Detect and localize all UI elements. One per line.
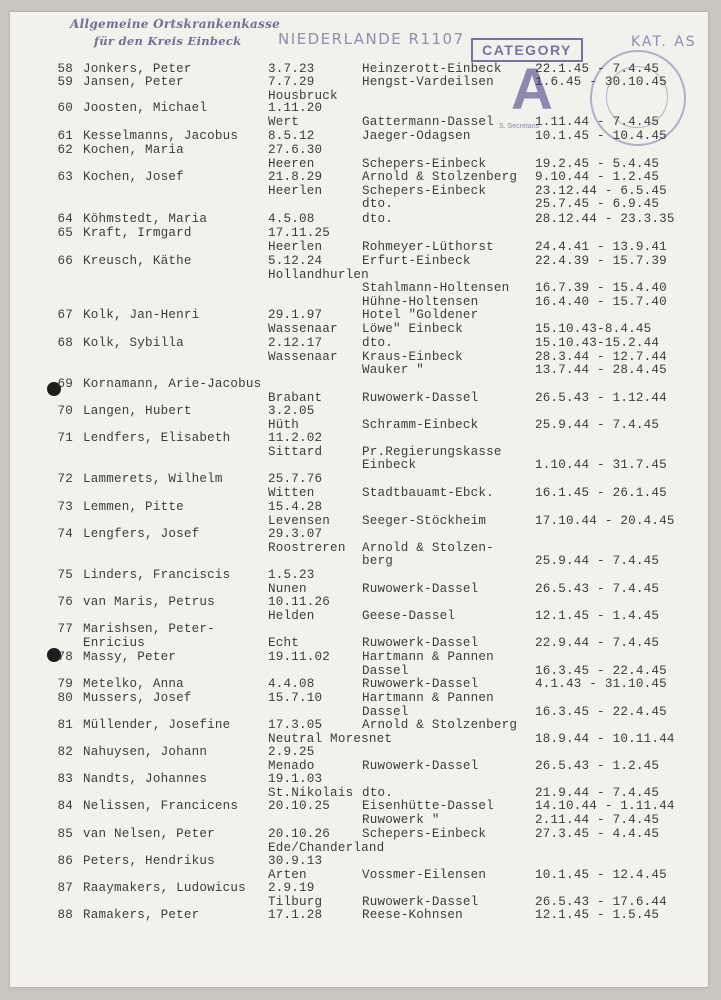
- employment-period: 27.3.45 - 4.4.45: [535, 827, 660, 841]
- birth-date-place: 2.9.25: [268, 745, 315, 759]
- employer: dto.: [362, 785, 394, 800]
- employment-period: 17.10.44 - 20.4.45: [535, 513, 675, 528]
- employment-period: 12.1.45 - 1.5.45: [535, 908, 660, 922]
- employment-period: 1.10.44 - 31.7.45: [535, 458, 667, 473]
- employment-period: 4.1.43 - 31.10.45: [535, 677, 667, 691]
- person-name: Kochen, Josef: [83, 170, 184, 184]
- person-name: Jansen, Peter: [83, 75, 184, 89]
- entry-number: 82: [57, 745, 73, 759]
- list-item-continuation: [10, 418, 708, 432]
- list-item: [10, 595, 708, 609]
- category-letter: A: [511, 57, 553, 122]
- list-item-continuation: [10, 636, 708, 650]
- employer: Ruwowerk-Dassel: [362, 677, 479, 691]
- employment-period: 10.1.45 - 12.4.45: [535, 867, 667, 882]
- employment-period: 26.5.43 - 1.12.44: [535, 390, 667, 405]
- person-name: Kraft, Irmgard: [83, 226, 192, 240]
- entry-number: 87: [57, 881, 73, 895]
- list-item: [10, 622, 708, 636]
- employment-period: 22.9.44 - 7.4.45: [535, 635, 660, 650]
- person-name: Enricius: [83, 635, 146, 650]
- birth-date-place: Wassenaar: [268, 321, 338, 336]
- list-item-continuation: [10, 841, 708, 855]
- stamp-line-2: für den Kreis Einbeck: [94, 34, 242, 48]
- employer: Dassel: [362, 663, 409, 678]
- birth-date-place: 30.9.13: [268, 854, 323, 868]
- employer: Kraus-Einbeck: [362, 349, 463, 364]
- entry-number: 79: [57, 677, 73, 691]
- employer: Hartmann & Pannen: [362, 650, 494, 664]
- employment-period: 14.10.44 - 1.11.44: [535, 799, 675, 813]
- birth-date-place: Nunen: [268, 581, 307, 596]
- list-item-continuation: [10, 268, 708, 282]
- employment-period: 16.1.45 - 26.1.45: [535, 485, 667, 500]
- list-item: [10, 677, 708, 691]
- person-name: Kreusch, Käthe: [83, 254, 192, 268]
- employer: Schramm-Einbeck: [362, 417, 479, 432]
- birth-date-place: 1.11.20: [268, 101, 323, 115]
- entry-number: 64: [57, 212, 73, 226]
- entry-number: 59: [57, 75, 73, 89]
- list-item: [10, 827, 708, 841]
- list-item: [10, 527, 708, 541]
- employment-period: 10.1.45 - 10.4.45: [535, 129, 667, 143]
- employer: Gattermann-Dassel: [362, 114, 494, 129]
- employer: Ruwowerk-Dassel: [362, 758, 479, 773]
- employment-period: 25.7.45 - 6.9.45: [535, 197, 660, 212]
- list-item: [10, 212, 708, 226]
- employer: Hartmann & Pannen: [362, 691, 494, 705]
- category-label: CATEGORY: [471, 38, 583, 62]
- list-item-continuation: [10, 813, 708, 827]
- birth-date-place: Menado: [268, 758, 315, 773]
- list-item-continuation: [10, 554, 708, 568]
- entry-number: 84: [57, 799, 73, 813]
- birth-date-place: 2.9.19: [268, 881, 315, 895]
- employer: Dassel: [362, 704, 409, 719]
- person-name: Kolk, Sybilla: [83, 336, 184, 350]
- entry-number: 62: [57, 143, 73, 157]
- list-item: [10, 908, 708, 922]
- employment-period: 12.1.45 - 1.4.45: [535, 608, 660, 623]
- employer: Heinzerott-Einbeck: [362, 62, 502, 76]
- list-item-continuation: [10, 895, 708, 909]
- entry-number: 80: [57, 691, 73, 705]
- employer: Hotel "Goldener: [362, 308, 479, 322]
- birth-date-place: Heeren: [268, 156, 315, 171]
- insurance-stamp: [70, 17, 281, 48]
- employer: Arnold & Stolzenberg: [362, 718, 518, 732]
- birth-date-place: Hüth: [268, 417, 300, 432]
- employment-period: 28.12.44 - 23.3.35: [535, 212, 675, 226]
- birth-date-place: 27.6.30: [268, 143, 323, 157]
- list-item-continuation: [10, 115, 708, 129]
- employer: Hengst-Vardeilsen: [362, 75, 494, 89]
- birth-date-place: 19.11.02: [268, 650, 331, 664]
- employer: Schepers-Einbeck: [362, 156, 487, 171]
- person-name: Lammerets, Wilhelm: [83, 472, 223, 486]
- birth-date-place: 11.2.02: [268, 431, 323, 445]
- birth-date-place: 7.7.29: [268, 75, 315, 89]
- birth-date-place: 5.12.24: [268, 254, 323, 268]
- birth-date-place: Ede/Chanderland: [268, 840, 385, 855]
- person-name: Linders, Franciscis: [83, 568, 231, 582]
- person-name: Kochen, Maria: [83, 143, 184, 157]
- employer: Arnold & Stolzen-: [362, 540, 494, 555]
- employment-period: 26.5.43 - 17.6.44: [535, 894, 667, 909]
- list-item: [10, 799, 708, 813]
- employment-period: 22.4.39 - 15.7.39: [535, 254, 667, 268]
- person-name: Lemmen, Pitte: [83, 500, 184, 514]
- employment-period: 16.7.39 - 15.4.40: [535, 281, 667, 296]
- employer: dto.: [362, 336, 394, 350]
- person-name: Müllender, Josefine: [83, 718, 231, 732]
- birth-date-place: Tilburg: [268, 894, 323, 909]
- birth-date-place: 15.4.28: [268, 500, 323, 514]
- birth-date-place: 4.5.08: [268, 212, 315, 226]
- list-item-continuation: [10, 391, 708, 405]
- employer: Ruwowerk-Dassel: [362, 390, 479, 405]
- list-item-continuation: [10, 732, 708, 746]
- birth-date-place: 3.7.23: [268, 62, 315, 76]
- entry-number: 67: [57, 308, 73, 322]
- person-name: Kornamann, Arie-Jacobus: [83, 377, 262, 391]
- birth-date-place: Heerlen: [268, 183, 323, 198]
- person-name: Marishsen, Peter-: [83, 622, 215, 636]
- person-name: van Nelsen, Peter: [83, 827, 215, 841]
- person-name: Langen, Hubert: [83, 404, 192, 418]
- list-item-continuation: [10, 322, 708, 336]
- birth-date-place: 3.2.05: [268, 404, 315, 418]
- birth-date-place: 21.8.29: [268, 170, 323, 184]
- list-item-continuation: [10, 486, 708, 500]
- list-item-continuation: [10, 868, 708, 882]
- employer: Vossmer-Eilensen: [362, 867, 487, 882]
- entry-number: 68: [57, 336, 73, 350]
- category-sub: S. Secretaris: [499, 123, 540, 130]
- entry-number: 65: [57, 226, 73, 240]
- list-item: [10, 718, 708, 732]
- employment-period: 21.9.44 - 7.4.45: [535, 785, 660, 800]
- person-name: Massy, Peter: [83, 650, 177, 664]
- employment-period: 18.9.44 - 10.11.44: [535, 731, 675, 746]
- list-item: [10, 226, 708, 240]
- employment-period: 9.10.44 - 1.2.45: [535, 170, 660, 184]
- birth-date-place: 29.1.97: [268, 308, 323, 322]
- list-item-continuation: [10, 786, 708, 800]
- list-item: [10, 500, 708, 514]
- list-item: [10, 143, 708, 157]
- entry-number: 81: [57, 718, 73, 732]
- employment-period: 13.7.44 - 28.4.45: [535, 363, 667, 378]
- list-item: [10, 472, 708, 486]
- list-item-continuation: [10, 458, 708, 472]
- birth-date-place: Levensen: [268, 513, 331, 528]
- list-item: [10, 854, 708, 868]
- list-item: [10, 254, 708, 268]
- entry-number: 72: [57, 472, 73, 486]
- birth-date-place: 20.10.25: [268, 799, 331, 813]
- list-item: [10, 745, 708, 759]
- employer: Löwe" Einbeck: [362, 321, 463, 336]
- entry-number: 78: [57, 650, 73, 664]
- person-name: Lengfers, Josef: [83, 527, 200, 541]
- entry-number: 70: [57, 404, 73, 418]
- list-item: [10, 129, 708, 143]
- list-item-continuation: [10, 445, 708, 459]
- employer: berg: [362, 554, 394, 569]
- employer: Ruwowerk ": [362, 812, 440, 827]
- person-name: Ramakers, Peter: [83, 908, 200, 922]
- employer: Ruwowerk-Dassel: [362, 635, 479, 650]
- person-name: Köhmstedt, Maria: [83, 212, 208, 226]
- birth-date-place: Neutral Moresnet: [268, 731, 393, 746]
- person-name: Raaymakers, Ludowicus: [83, 881, 246, 895]
- pencil-kat: KAT. AS: [631, 34, 697, 50]
- birth-date-place: 15.7.10: [268, 691, 323, 705]
- list-item: [10, 377, 708, 391]
- list-item: [10, 75, 708, 89]
- employment-period: 23.12.44 - 6.5.45: [535, 183, 667, 198]
- entry-number: 63: [57, 170, 73, 184]
- employer: Pr.Regierungskasse: [362, 444, 502, 459]
- entry-number: 76: [57, 595, 73, 609]
- employment-period: 26.5.43 - 1.2.45: [535, 758, 660, 773]
- employment-period: 15.10.43-8.4.45: [535, 321, 652, 336]
- birth-date-place: Sittard: [268, 444, 323, 459]
- person-name: Nandts, Johannes: [83, 772, 208, 786]
- entry-number: 83: [57, 772, 73, 786]
- birth-date-place: 17.11.25: [268, 226, 331, 240]
- person-name: Joosten, Michael: [83, 101, 208, 115]
- birth-date-place: 8.5.12: [268, 129, 315, 143]
- list-item: [10, 568, 708, 582]
- employment-period: 28.3.44 - 12.7.44: [535, 349, 667, 364]
- employer: Stadtbauamt-Ebck.: [362, 485, 494, 500]
- document-page: [10, 12, 708, 987]
- list-item: [10, 101, 708, 115]
- person-name: Jonkers, Peter: [83, 62, 192, 76]
- list-item-continuation: [10, 350, 708, 364]
- pencil-note: NIEDERLANDE R1107: [278, 30, 465, 48]
- entry-number: 73: [57, 500, 73, 514]
- entry-number: 77: [57, 622, 73, 636]
- birth-date-place: Witten: [268, 485, 315, 500]
- birth-date-place: 20.10.26: [268, 827, 331, 841]
- list-item-continuation: [10, 759, 708, 773]
- employer: dto.: [362, 197, 394, 212]
- birth-date-place: Wert: [268, 114, 300, 129]
- list-item-continuation: [10, 541, 708, 555]
- list-item: [10, 772, 708, 786]
- list-item: [10, 404, 708, 418]
- employer: Arnold & Stolzenberg: [362, 170, 518, 184]
- entry-number: 66: [57, 254, 73, 268]
- list-item: [10, 336, 708, 350]
- list-item: [10, 170, 708, 184]
- list-item: [10, 62, 708, 76]
- list-item-continuation: [10, 184, 708, 198]
- birth-date-place: Heerlen: [268, 239, 323, 254]
- birth-date-place: Wassenaar: [268, 349, 338, 364]
- birth-date-place: 17.1.28: [268, 908, 323, 922]
- birth-date-place: 1.5.23: [268, 568, 315, 582]
- employer: Eisenhütte-Dassel: [362, 799, 494, 813]
- employment-period: 25.9.44 - 7.4.45: [535, 417, 660, 432]
- employer: Ruwowerk-Dassel: [362, 581, 479, 596]
- employer: Stahlmann-Holtensen: [362, 281, 510, 296]
- list-item: [10, 881, 708, 895]
- person-name: Kesselmanns, Jacobus: [83, 129, 239, 143]
- entry-number: 58: [57, 62, 73, 76]
- entry-number: 69: [57, 377, 73, 391]
- employment-period: 24.4.41 - 13.9.41: [535, 239, 667, 254]
- person-name: Lendfers, Elisabeth: [83, 431, 231, 445]
- birth-date-place: 4.4.08: [268, 677, 315, 691]
- person-name: van Maris, Petrus: [83, 595, 215, 609]
- employment-period: 26.5.43 - 7.4.45: [535, 581, 660, 596]
- birth-date-place: Arten: [268, 867, 307, 882]
- entry-number: 61: [57, 129, 73, 143]
- employment-period: 15.10.43-15.2.44: [535, 336, 660, 350]
- entry-number: 85: [57, 827, 73, 841]
- entry-number: 75: [57, 568, 73, 582]
- list-item-continuation: [10, 281, 708, 295]
- employer: dto.: [362, 212, 394, 226]
- employer: Seeger-Stöckheim: [362, 513, 487, 528]
- birth-date-place: 25.7.76: [268, 472, 323, 486]
- list-item-continuation: [10, 609, 708, 623]
- employer: Rohmeyer-Lüthorst: [362, 239, 494, 254]
- person-name: Metelko, Anna: [83, 677, 184, 691]
- birth-date-place: St.Nikolais: [268, 785, 354, 800]
- list-item-continuation: [10, 582, 708, 596]
- birth-date-place: 17.3.05: [268, 718, 323, 732]
- entry-number: 60: [57, 101, 73, 115]
- birth-date-place: Helden: [268, 608, 315, 623]
- birth-date-place: Housbruck: [268, 88, 338, 103]
- list-item-continuation: [10, 363, 708, 377]
- employer: Reese-Kohnsen: [362, 908, 463, 922]
- birth-date-place: Brabant: [268, 390, 323, 405]
- list-item: [10, 308, 708, 322]
- birth-date-place: 29.3.07: [268, 527, 323, 541]
- list-item: [10, 650, 708, 664]
- list-item-continuation: [10, 157, 708, 171]
- employment-period: 2.11.44 - 7.4.45: [535, 812, 660, 827]
- list-item-continuation: [10, 664, 708, 678]
- list-item: [10, 431, 708, 445]
- employer: Schepers-Einbeck: [362, 827, 487, 841]
- entry-number: 86: [57, 854, 73, 868]
- person-name: Mussers, Josef: [83, 691, 192, 705]
- employment-period: 1.11.44 - 7.4.45: [535, 114, 660, 129]
- list-item-continuation: [10, 295, 708, 309]
- list-item-continuation: [10, 197, 708, 211]
- employer: Jaeger-Odagsen: [362, 129, 471, 143]
- employment-period: 16.3.45 - 22.4.45: [535, 663, 667, 678]
- employment-period: 16.4.40 - 15.7.40: [535, 294, 667, 309]
- list-item: [10, 691, 708, 705]
- employer: Einbeck: [362, 458, 417, 473]
- person-name: Kolk, Jan-Henri: [83, 308, 200, 322]
- list-item-continuation: [10, 514, 708, 528]
- entry-number: 71: [57, 431, 73, 445]
- list-item-continuation: [10, 705, 708, 719]
- employer: Erfurt-Einbeck: [362, 254, 471, 268]
- employment-period: 1.6.45 - 30.10.45: [535, 75, 667, 89]
- birth-date-place: Hollandhurlen: [268, 267, 369, 282]
- birth-date-place: Roostreren: [268, 540, 346, 555]
- person-name: Nahuysen, Johann: [83, 745, 208, 759]
- person-name: Peters, Hendrikus: [83, 854, 215, 868]
- list-item-continuation: [10, 240, 708, 254]
- birth-date-place: Echt: [268, 635, 300, 650]
- employment-period: 16.3.45 - 22.4.45: [535, 704, 667, 719]
- stamp-line-1: Allgemeine Ortskrankenkasse: [70, 17, 281, 31]
- employment-period: 22.1.45 - 7.4.45: [535, 62, 660, 76]
- employment-period: 25.9.44 - 7.4.45: [535, 554, 660, 569]
- employer: Wauker ": [362, 363, 425, 378]
- birth-date-place: 19.1.03: [268, 772, 323, 786]
- employer: Ruwowerk-Dassel: [362, 894, 479, 909]
- entry-number: 74: [57, 527, 73, 541]
- birth-date-place: 10.11.26: [268, 595, 331, 609]
- employment-period: 19.2.45 - 5.4.45: [535, 156, 660, 171]
- birth-date-place: 2.12.17: [268, 336, 323, 350]
- employer: Hühne-Holtensen: [362, 294, 479, 309]
- employer: Schepers-Einbeck: [362, 183, 487, 198]
- entry-number: 88: [57, 908, 73, 922]
- person-name: Nelissen, Francicens: [83, 799, 239, 813]
- employer: Geese-Dassel: [362, 608, 456, 623]
